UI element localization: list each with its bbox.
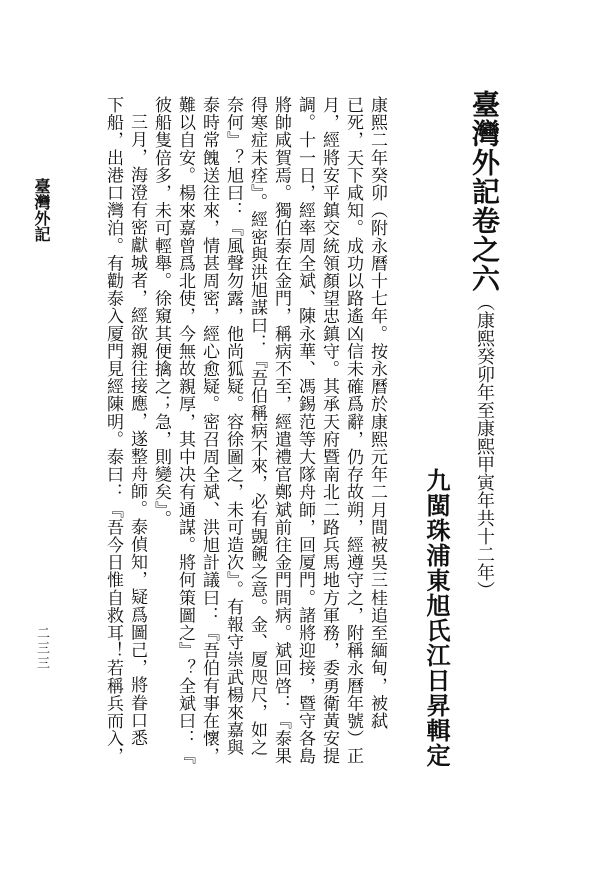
- body-line-3: 月，經將安平鎮交統領顏望忠鎮守。其承天府暨南北二路兵馬地方軍務，委勇衛黃安提: [319, 96, 339, 765]
- book-title: 臺灣外記卷之六: [468, 90, 501, 293]
- body-line-8: 泰時常餽送往來，情甚周密，經心愈疑。密召周全斌、洪旭計議曰：『吾伯有事在懷，: [199, 96, 219, 765]
- body-line-6: 得寒症未痊』。經密與洪旭謀曰：『吾伯稱病不來，必有覬覦之意。金、厦咫尺，如之: [247, 96, 267, 757]
- body-line-4: 調。十一日，經率周全斌、陳永華、馮錫范等大隊舟師，回厦門。諸將迎接，暨守各島: [295, 96, 315, 765]
- body-line-7: 奈何』？旭曰：『風聲勿露，他尚狐疑。容徐圖之，未可造次』。有報守崇武楊來嘉與: [223, 96, 243, 757]
- title-note: （康熙癸卯年至康熙甲寅年共十二年）: [474, 293, 495, 599]
- body-line-11: 三月，海澄有密獻城者，經欲親往接應，遂整舟師。泰偵知，疑爲圖己，將眷口悉: [127, 113, 147, 747]
- body-line-1: 康熙二年癸卯（附永曆十七年。按永曆於康熙元年二月間被吳三桂追至緬甸，被弑: [367, 96, 387, 730]
- author-line: 九閩珠浦東旭氏江日昇輯定: [422, 468, 451, 768]
- body-line-9: 難以自安。楊來嘉曾爲北使，今無故親厚，其中决有通謀。將何策圖之』？全斌曰：『: [175, 96, 195, 765]
- chapter-title: [468, 90, 501, 599]
- body-line-12: 下船，出港口灣泊。有勸泰入厦門見經陳明。泰曰：『吾今日惟自救耳！若稱兵而入，: [103, 96, 123, 765]
- page-number: 二三三: [34, 626, 49, 671]
- running-title: 臺灣外記: [32, 178, 51, 242]
- body-line-5: 將帥咸賀焉。獨伯泰在金門，稱病不至，經遣禮官鄭斌前往金門問病。斌回啓：『泰果: [271, 96, 291, 765]
- body-line-2: 已死，天下咸知。成功以路遙凶信未確爲辭，仍存故朔，經遵守之，附稱永曆年號）正: [343, 96, 363, 765]
- body-line-10: 彼船隻倍多，未可輕舉。徐窺其便擒之；急，則變矣』。: [151, 96, 171, 528]
